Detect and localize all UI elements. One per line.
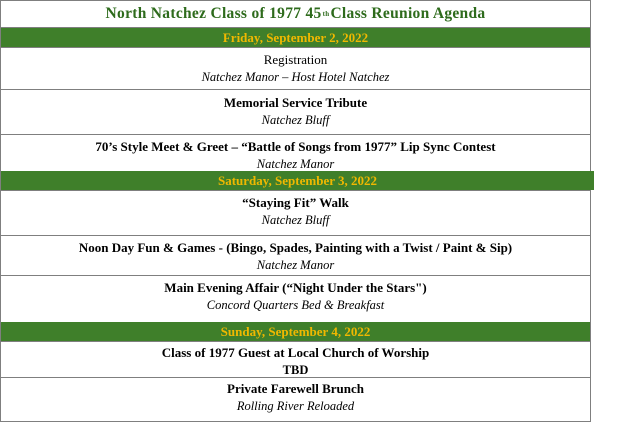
- event-name: 70’s Style Meet & Greet – “Battle of Songs from 1977” Lip Sync Contest: [95, 139, 496, 154]
- event-name: Class of 1977 Guest at Local Church of Worship: [161, 345, 430, 360]
- event-row: [1, 235, 590, 275]
- event-name: Private Farewell Brunch: [227, 381, 364, 396]
- event-name: Registration: [263, 52, 328, 67]
- event-row: [1, 89, 590, 134]
- event-location: Natchez Manor – Host Hotel Natchez: [201, 70, 390, 84]
- event-row: [1, 190, 590, 235]
- event-location: Concord Quarters Bed & Breakfast: [206, 298, 385, 312]
- event-location: TBD: [282, 363, 309, 377]
- event-row: [1, 134, 590, 171]
- agenda-title-superscript: th: [322, 10, 330, 18]
- event-name: Memorial Service Tribute: [223, 95, 368, 110]
- event-row: [1, 341, 590, 377]
- event-location: Rolling River Reloaded: [236, 399, 355, 413]
- event-location: Natchez Manor: [256, 258, 335, 272]
- event-name: Main Evening Affair (“Night Under the Stars"): [164, 280, 427, 295]
- event-name: Noon Day Fun & Games - (Bingo, Spades, Painting with a Twist / Paint & Sip): [78, 240, 513, 255]
- event-location: Natchez Bluff: [261, 213, 330, 227]
- day-header-friday: Friday, September 2, 2022: [1, 28, 590, 47]
- event-row: [1, 377, 590, 422]
- event-location: Natchez Manor: [256, 157, 335, 171]
- event-row: [1, 47, 590, 89]
- event-name: “Staying Fit” Walk: [242, 195, 349, 210]
- agenda-title-prefix: North Natchez Class of 1977 45: [105, 5, 322, 22]
- agenda-title-suffix: Class Reunion Agenda: [330, 5, 486, 22]
- event-location: Natchez Bluff: [261, 113, 330, 127]
- event-row: [1, 275, 590, 322]
- day-header-saturday: Saturday, September 3, 2022: [1, 171, 594, 190]
- day-header-sunday: Sunday, September 4, 2022: [1, 322, 590, 341]
- agenda-title: [1, 0, 590, 28]
